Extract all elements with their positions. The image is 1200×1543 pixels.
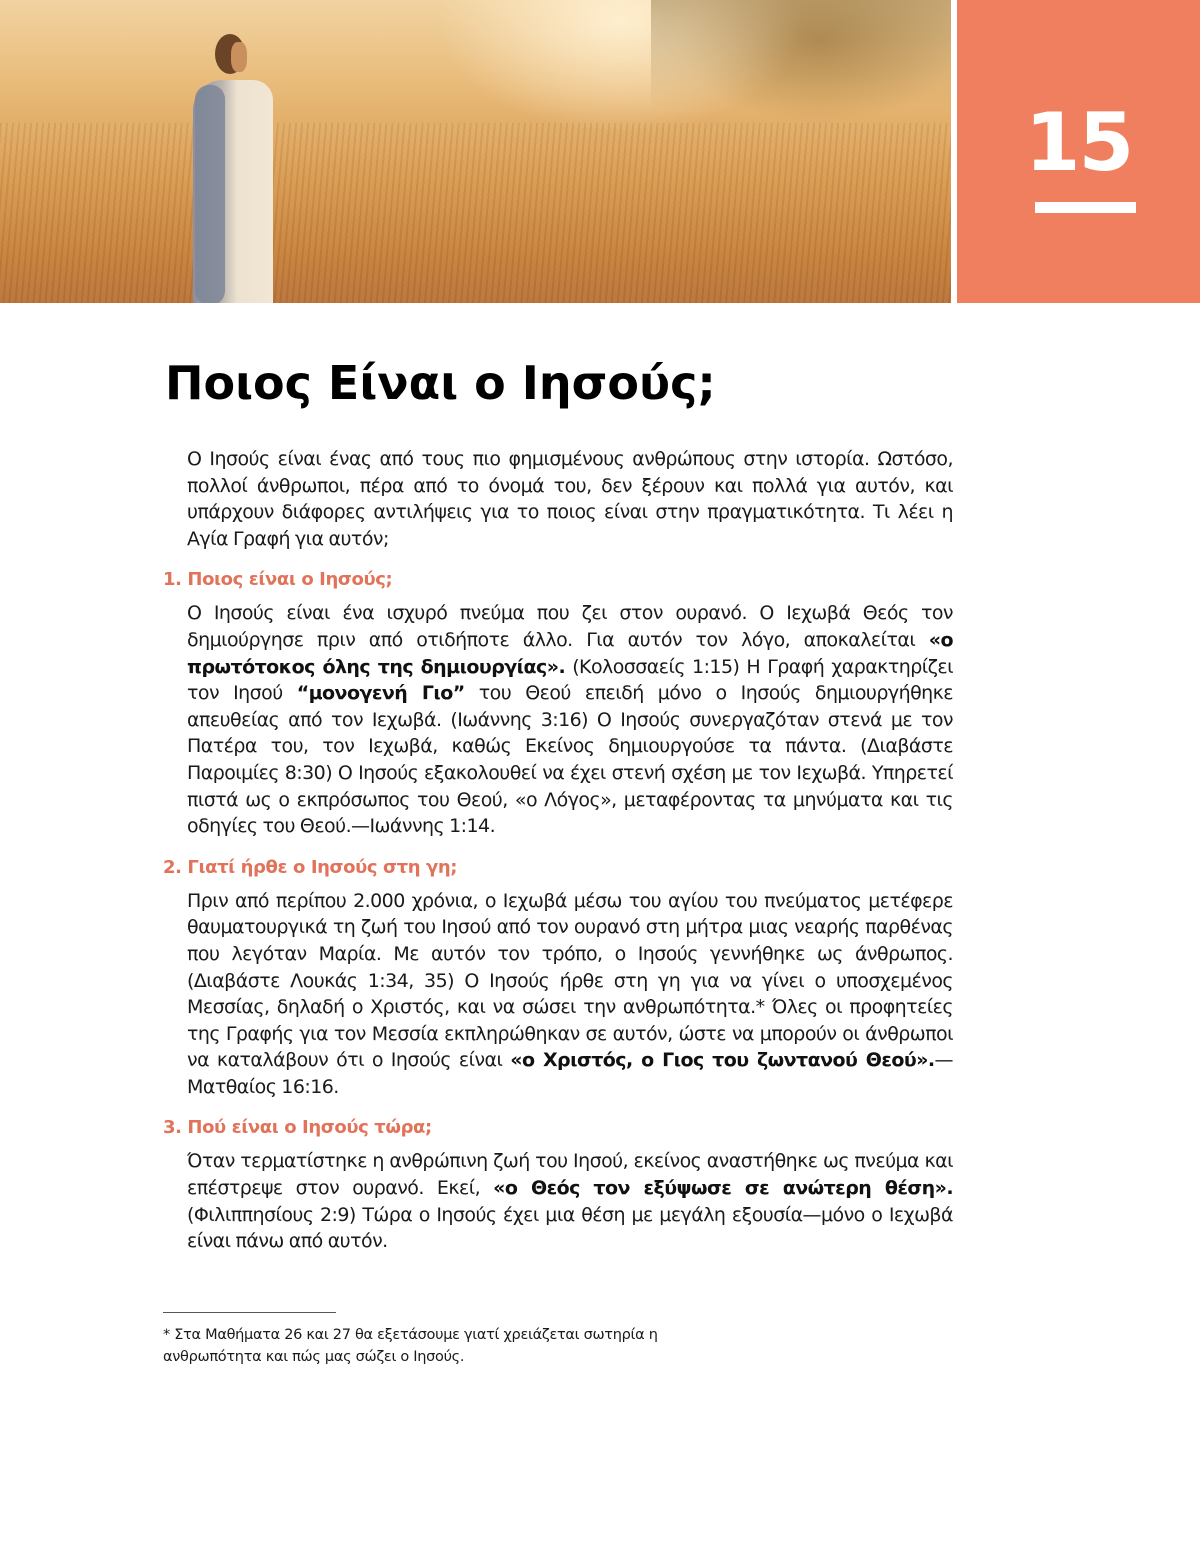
- sash: [195, 85, 225, 303]
- chapter-number-panel: [957, 0, 1200, 303]
- section-heading-2: 2. Γιατί ήρθε ο Ιησούς στη γη;: [163, 856, 458, 878]
- footnote-divider: [163, 1312, 336, 1313]
- face: [231, 42, 247, 72]
- chapter-number: 15: [1024, 96, 1133, 189]
- intro-paragraph: Ο Ιησούς είναι ένας από τους πιο φημισμένους ανθρώπους στην ιστορία. Ωστόσο, πολλοί άνθρωποι, πέρα από το όνομά του, δεν ξέρουν και πολλά για αυτόν, και υπάρχουν διάφορες αντιλήψεις για το ποιος είναι στην πραγματικότητα. Τι λέει η Αγία Γραφή για αυτόν;: [187, 448, 953, 550]
- emphasized-quote: «ο Χριστός, ο Γιος του ζωντανού Θεού».: [510, 1049, 935, 1072]
- chapter-underline: [1035, 202, 1136, 213]
- walking-figure-image: [155, 30, 275, 303]
- section-heading-1: 1. Ποιος είναι ο Ιησούς;: [163, 569, 393, 591]
- banner-photo: [0, 0, 951, 303]
- field-grass: [0, 123, 951, 303]
- emphasized-quote: «ο πρωτότοκος όλης της δημιουργίας».: [187, 628, 953, 678]
- emphasized-quote: «ο Θεός τον εξύψωσε σε ανώτερη θέση».: [493, 1177, 953, 1200]
- emphasized-quote: “μονογενή Γιο”: [296, 682, 465, 705]
- background-trees: [651, 0, 951, 110]
- section-body-1: Ο Ιησούς είναι ένα ισχυρό πνεύμα που ζει στον ουρανό. Ο Ιεχωβά Θεός τον δημιούργησε πριν από οτιδήποτε άλλο. Για αυτόν τον λόγο, αποκαλείται «ο πρωτότοκος όλης της δημιουργίας». (Κολοσσαείς 1:15) Η Γραφή χαρακτηρίζει τον Ιησού “μονογενή Γιο” του Θεού επειδή μόνο ο Ιησούς δημιουργήθηκε απευθείας από τον Ιεχωβά. (Ιωάννης 3:16) Ο Ιησούς συνεργαζόταν στενά με τον Πατέρα του, τον Ιεχωβά, καθώς Εκείνος δημιουργούσε τα πάντα. (Διαβάστε Παροιμίες 8:30) Ο Ιησούς εξακολουθεί να έχει στενή σχέση με τον Ιεχωβά. Υπηρετεί πιστά ως ο εκπρόσωπος του Θεού, «ο Λόγος», μεταφέροντας τα μηνύματα και τις οδηγίες του Θεού.—Ιωάννης 1:14.: [187, 602, 954, 838]
- section-body-2: Πριν από περίπου 2.000 χρόνια, ο Ιεχωβά μέσω του αγίου του πνεύματος μετέφερε θαυματουργικά τη ζωή του Ιησού από τον ουρανό στη μήτρα μιας νεαρής παρθένας που λεγόταν Μαρία. Με αυτόν τον τρόπο, ο Ιησούς γεννήθηκε ως άνθρωπος. (Διαβάστε Λουκάς 1:34, 35) Ο Ιησούς ήρθε στη γη για να γίνει ο υποσχεμένος Μεσσίας, δηλαδή ο Χριστός, και να σώσει την ανθρωπότητα.* Όλες οι προφητείες της Γραφής για τον Μεσσία εκπληρώθηκαν σε αυτόν, ώστε να μπορούν οι άνθρωποι να καταλάβουν ότι ο Ιησούς είναι «ο Χριστός, ο Γιος του ζωντανού Θεού».—Ματθαίος 16:16.: [187, 889, 953, 1098]
- section-heading-3: 3. Πού είναι ο Ιησούς τώρα;: [163, 1117, 432, 1139]
- lesson-content: [163, 446, 953, 1255]
- page-title: Ποιος Είναι ο Ιησούς;: [165, 356, 716, 410]
- footnote: * Στα Μαθήματα 26 και 27 θα εξετάσουμε γιατί χρειάζεται σωτηρία η ανθρωπότητα και πώς μας σώζει ο Ιησούς.: [163, 1327, 658, 1365]
- section-body-3: Όταν τερματίστηκε η ανθρώπινη ζωή του Ιησού, εκείνος αναστήθηκε ως πνεύμα και επέστρεψε στον ουρανό. Εκεί, «ο Θεός τον εξύψωσε σε ανώτερη θέση». (Φιλιππησίους 2:9) Τώρα ο Ιησούς έχει μια θέση με μεγάλη εξουσία—μόνο ο Ιεχωβά είναι πάνω από αυτόν.: [187, 1150, 953, 1253]
- header-banner: [0, 0, 1200, 303]
